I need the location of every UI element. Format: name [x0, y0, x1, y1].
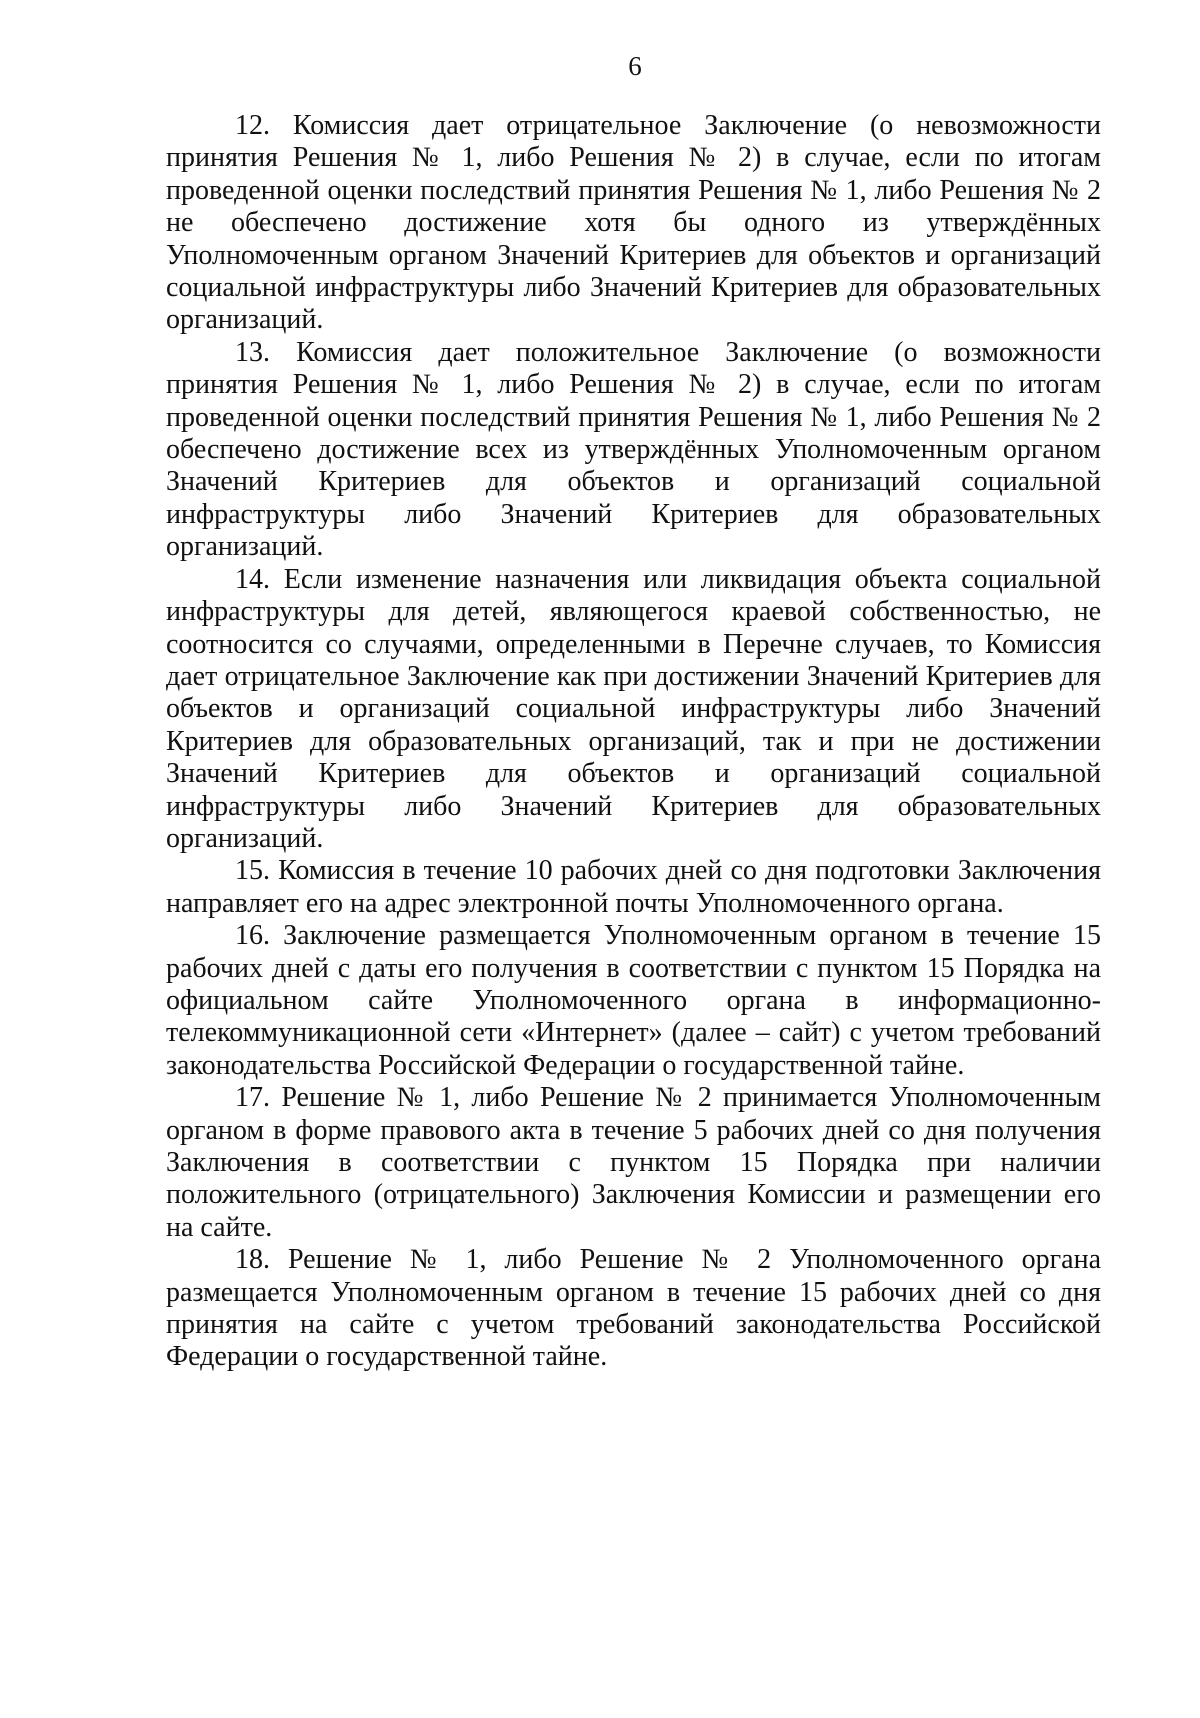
paragraph-12: 12. Комиссия дает отрицательное Заключение (о невозможности принятия Решения № 1, либо Решения № 2) в случае, если по итогам проведенной оценки последствий принятия Решения № 1, либо Решения № 2 не обеспечено достижение хотя бы одного из утверждённых Уполномоченным органом Значений Критериев для объектов и организаций социальной инфраструктуры либо Значений Критериев для образовательных организаций.	[166, 110, 1101, 336]
paragraph-16: 16. Заключение размещается Уполномоченным органом в течение 15 рабочих дней с даты его получения в соответствии с пунктом 15 Порядка на официальном сайте Уполномоченного органа в информационно-телекоммуникационной сети «Интернет» (далее – сайт) с учетом требований законодательства Российской Федерации о государственной тайне.	[166, 920, 1101, 1081]
page-number: 6	[628, 51, 642, 81]
paragraph-15: 15. Комиссия в течение 10 рабочих дней со дня подготовки Заключения направляет его на адрес электронной почты Уполномоченного органа.	[166, 855, 1101, 919]
paragraph-13: 13. Комиссия дает положительное Заключение (о возможности принятия Решения № 1, либо Решения № 2) в случае, если по итогам проведенной оценки последствий принятия Решения № 1, либо Решения № 2 обеспечено достижение всех из утверждённых Уполномоченным органом Значений Критериев для объектов и организаций социальной инфраструктуры либо Значений Критериев для образовательных организаций.	[166, 336, 1101, 563]
document-body	[166, 110, 1101, 1374]
paragraph-18: 18. Решение № 1, либо Решение № 2 Уполномоченного органа размещается Уполномоченным органом в течение 15 рабочих дней со дня принятия на сайте с учетом требований законодательства Российской Федерации о государственной тайне.	[166, 1244, 1101, 1373]
paragraph-14: 14. Если изменение назначения или ликвидация объекта социальной инфраструктуры для детей, являющегося краевой собственностью, не соотносится со случаями, определенными в Перечне случаев, то Комиссия дает отрицательное Заключение как при достижении Значений Критериев для объектов и организаций социальной инфраструктуры либо Значений Критериев для образовательных организаций, так и при не достижении Значений Критериев для объектов и организаций социальной инфраструктуры либо Значений Критериев для образовательных организаций.	[166, 563, 1101, 854]
paragraph-17: 17. Решение № 1, либо Решение № 2 принимается Уполномоченным органом в форме правового акта в течение 5 рабочих дней со дня получения Заключения в соответствии с пунктом 15 Порядка при наличии положительного (отрицательного) Заключения Комиссии и размещении его на сайте.	[166, 1082, 1101, 1243]
